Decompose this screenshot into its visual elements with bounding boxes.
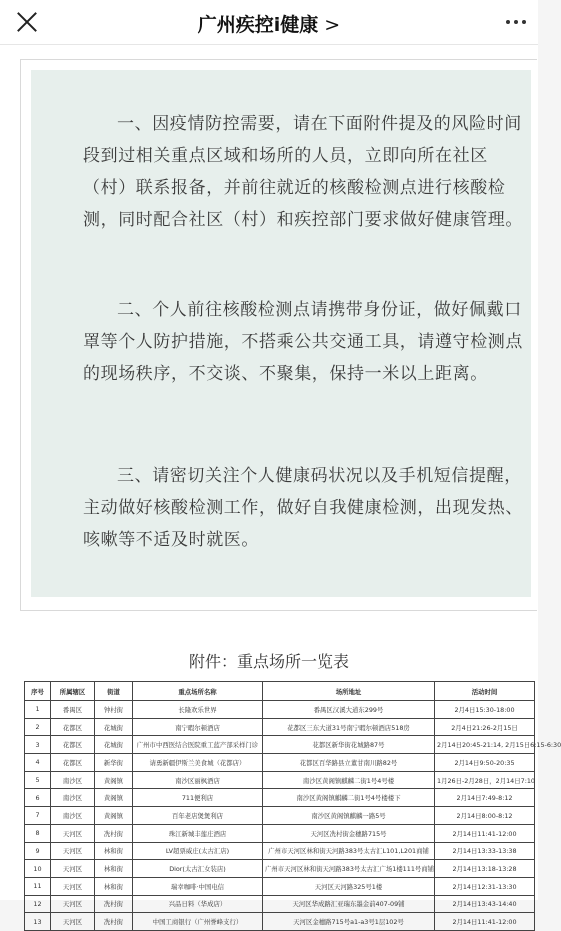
table-header-cell: 重点场所名称: [133, 682, 263, 701]
table-cell: 2月14日20:45-21:14, 2月15日6:15-6:30: [435, 736, 535, 754]
table-cell: Dior(太古汇女装店): [133, 860, 263, 878]
table-cell: 南沙区: [51, 807, 95, 825]
table-cell: 3: [25, 736, 51, 754]
table-row: [25, 877, 535, 895]
notice-frame: [20, 59, 537, 611]
table-cell: 2月14日12:31-13:30: [435, 877, 535, 895]
table-cell: 请勇新疆伊斯兰美食城（花都店）: [133, 754, 263, 772]
table-cell: 花都区百华路县立董甘南川路82号: [263, 754, 435, 772]
table-cell: 2月14日9:50-20:35: [435, 754, 535, 772]
table-cell: 南沙区: [51, 771, 95, 789]
table-cell: 天河区金穗路715号a1-a3号1层102号: [263, 913, 435, 931]
table-row: [25, 860, 535, 878]
table-cell: 冼村街: [95, 824, 133, 842]
table-cell: 花城街: [95, 736, 133, 754]
table-row: [25, 789, 535, 807]
table-cell: 2月4日15:30-18:00: [435, 701, 535, 719]
attachment-title: 附件：重点场所一览表: [188, 652, 349, 671]
table-cell: 钟村街: [95, 701, 133, 719]
table-cell: 4: [25, 754, 51, 772]
table-cell: 瑞幸咖啡·中国电信: [133, 877, 263, 895]
table-row: [25, 736, 535, 754]
key-places-table: [24, 681, 561, 931]
page-title[interactable]: [0, 10, 538, 37]
table-cell: 花都区新华街花城路87号: [263, 736, 435, 754]
table-cell: 林和街: [95, 860, 133, 878]
table-cell: 天河区华成路汇亚瑞东墨金前407-09铺: [263, 895, 435, 913]
table-cell: 2月14日11:41-12:00: [435, 824, 535, 842]
table-header-cell: 活动时间: [435, 682, 535, 701]
table-header-cell: 序号: [25, 682, 51, 701]
top-bar: [0, 0, 538, 45]
table-cell: 天河区: [51, 842, 95, 860]
table-row: [25, 824, 535, 842]
table-row: [25, 718, 535, 736]
table-cell: 林和街: [95, 877, 133, 895]
table-cell: LV超票威庄(太古汇店): [133, 842, 263, 860]
table-row: [25, 895, 535, 913]
table-cell: 南沙区丽枫酒店: [133, 771, 263, 789]
title-text: 广州疾控i健康: [197, 14, 319, 36]
table-cell: 南宁暇尔顿酒店: [133, 718, 263, 736]
table-row: [25, 701, 535, 719]
table-cell: 冼村街: [95, 913, 133, 931]
table-cell: 天河区: [51, 824, 95, 842]
table-cell: 7: [25, 807, 51, 825]
table-cell: 花都区: [51, 718, 95, 736]
notice-paragraph-1: 一、因疫情防控需要，请在下面附件提及的风险时间段到过相关重点区域和场所的人员，立即向所在社区（村）联系报备，并前往就近的核酸检测点进行核酸检测，同时配合社区（村）和疾控部门要求做好健康管理。: [83, 114, 523, 230]
table-cell: 天河区: [51, 913, 95, 931]
table-cell: 2月4日21:26-2月15日: [435, 718, 535, 736]
table-cell: 11: [25, 877, 51, 895]
article-content: [0, 45, 561, 927]
table-cell: 花都区: [51, 754, 95, 772]
table-cell: 花都区三东大道31号南宁暇尔顿酒店518房: [263, 718, 435, 736]
table-cell: 6: [25, 789, 51, 807]
table-cell: 天河区: [51, 860, 95, 878]
table-cell: 2月14日13:18-13:28: [435, 860, 535, 878]
table-cell: 南沙区黄阁镇麒麟一路5号: [263, 807, 435, 825]
table-cell: 广州市天河区林和街天河路383号太古汇广场1楼111号商铺: [263, 860, 435, 878]
table-cell: 南沙区黄阁镇麒麟二街1号4号楼: [263, 771, 435, 789]
table-header-cell: 街道: [95, 682, 133, 701]
table-row: [25, 842, 535, 860]
table-cell: 2月14日8:00-8:12: [435, 807, 535, 825]
table-header-cell: 场所地址: [263, 682, 435, 701]
table-cell: 2: [25, 718, 51, 736]
table-cell: 兴品日料（华成店）: [133, 895, 263, 913]
chevron-right-icon: >: [324, 14, 341, 36]
table-cell: 12: [25, 895, 51, 913]
table-cell: 番禺区汉溪大道东299号: [263, 701, 435, 719]
table-cell: 番禺区: [51, 701, 95, 719]
table-cell: 冼村街: [95, 895, 133, 913]
table-cell: 9: [25, 842, 51, 860]
notice-paragraph-2: 二、个人前往核酸检测点请携带身份证，做好佩戴口罩等个人防护措施，不搭乘公共交通工具，请遵守检测点的现场秩序，不交谈、不聚集，保持一米以上距离。: [83, 300, 523, 384]
table-cell: 天河区天河路325号1楼: [263, 877, 435, 895]
notice-paragraph-3: 三、请密切关注个人健康码状况以及手机短信提醒，主动做好核酸检测工作，做好自我健康检测，出现发热、咳嗽等不适及时就医。: [83, 466, 523, 550]
table-cell: 10: [25, 860, 51, 878]
table-cell: 8: [25, 824, 51, 842]
table-cell: 2月14日13:33-13:38: [435, 842, 535, 860]
table-cell: 广州市天河区林和街天河路383号太古汇L101,L201商铺: [263, 842, 435, 860]
table-row: [25, 771, 535, 789]
table-header-row: [25, 682, 535, 701]
table-row: [25, 913, 535, 931]
table-row: [25, 754, 535, 772]
table-cell: 珠江新城丰莲庄酒店: [133, 824, 263, 842]
notice-box: [31, 70, 531, 597]
table-cell: 13: [25, 913, 51, 931]
table-cell: 2月14日7:49-8:12: [435, 789, 535, 807]
table-cell: 1: [25, 701, 51, 719]
table-cell: 百年老店煲煲利店: [133, 807, 263, 825]
table-cell: 天河区: [51, 895, 95, 913]
table-cell: 长隆欢乐世界: [133, 701, 263, 719]
table-cell: 南沙区: [51, 789, 95, 807]
table-cell: 花城街: [95, 718, 133, 736]
table-cell: 黄阁镇: [95, 771, 133, 789]
table-cell: 2月14日13:43-14:40: [435, 895, 535, 913]
table-cell: 711便利店: [133, 789, 263, 807]
table-cell: 林和街: [95, 842, 133, 860]
table-cell: 黄阁镇: [95, 807, 133, 825]
table-cell: 花都区: [51, 736, 95, 754]
more-options-icon[interactable]: [506, 20, 526, 24]
table-cell: 5: [25, 771, 51, 789]
table-cell: 黄阁镇: [95, 789, 133, 807]
table-cell: 南沙区黄阁镇麒麟二街1号4号楼楼下: [263, 789, 435, 807]
table-cell: 天河区冼村街金穗路715号: [263, 824, 435, 842]
table-cell: 广州市中西医结合医院重工蓝产部采样门诊: [133, 736, 263, 754]
table-cell: 2月14日11:41-12:00: [435, 913, 535, 931]
table-header-cell: 所属辖区: [51, 682, 95, 701]
table-cell: 1月26日-2月28日，2月14日7:10: [435, 771, 535, 789]
table-cell: 新华街: [95, 754, 133, 772]
table-cell: 天河区: [51, 877, 95, 895]
table-cell: 中国工商银行（广州誉峰支行）: [133, 913, 263, 931]
table-row: [25, 807, 535, 825]
